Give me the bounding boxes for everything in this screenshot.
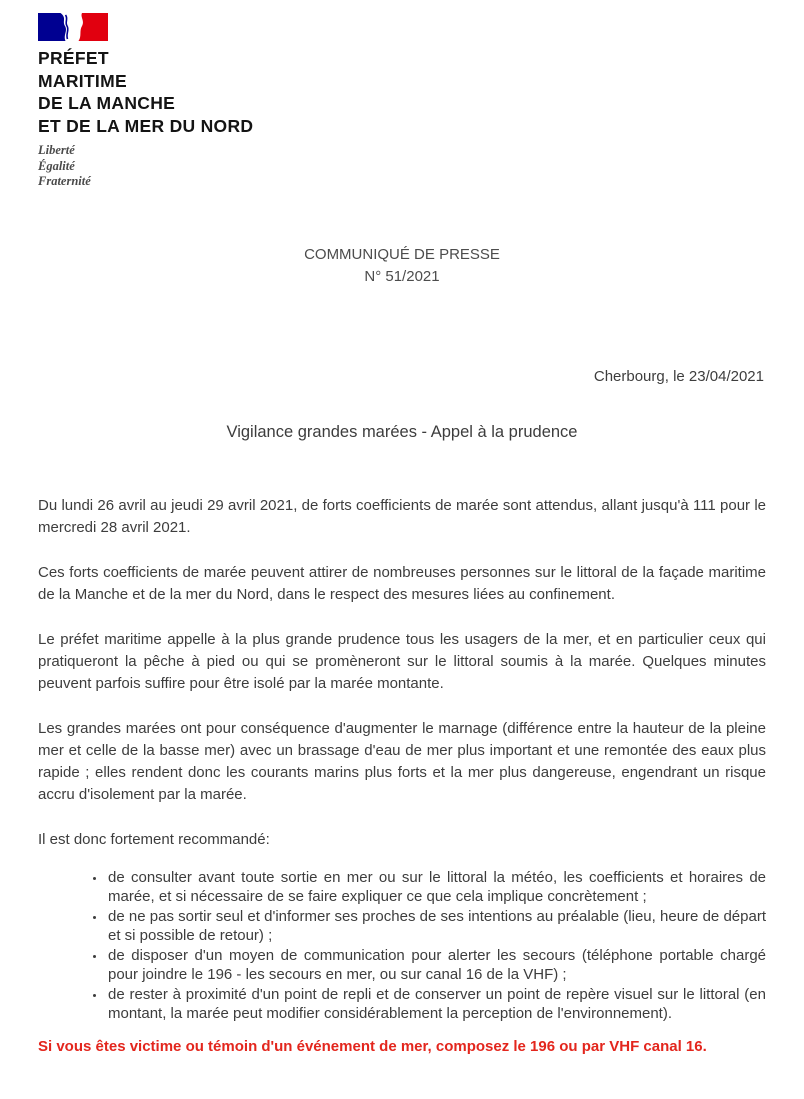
paragraph: Du lundi 26 avril au jeudi 29 avril 2021, de forts coefficients de marée sont attendus, allant jusqu'à 111 pour le mercredi 28 avril 2021.	[38, 496, 766, 536]
paragraph: Le préfet maritime appelle à la plus grande prudence tous les usagers de la mer, et en particulier ceux qui pratiqueront la pêche à pied ou qui se promèneront sur le littoral soumis à la marée. Quelques minutes peuvent parfois suffire pour être isolé par la marée montante.	[38, 630, 766, 692]
recommendations-list	[38, 868, 766, 1024]
paragraph: Les grandes marées ont pour conséquence d'augmenter le marnage (différence entre la hauteur de la pleine mer et celle de la basse mer) avec un brassage d'eau de mer plus important et une remontée des eaux plus rapide ; elles rendent donc les courants marins plus forts et la mer plus dangereuse, engendrant un risque accru d'isolement par la marée.	[38, 719, 766, 803]
letterhead	[38, 12, 766, 190]
dateline: Cherbourg, le 23/04/2021	[593, 367, 764, 385]
press-release-heading	[38, 244, 766, 288]
institution-name	[38, 47, 766, 137]
paragraph: Ces forts coefficients de marée peuvent attirer de nombreuses personnes sur le littoral de la façade maritime de la Manche et de la mer du Nord, dans le respect des mesures liées au confinement.	[38, 563, 766, 603]
emergency-alert-line: Si vous êtes victime ou témoin d'un événement de mer, composez le 196 ou par VHF canal 16.	[38, 1037, 707, 1055]
recommendations-intro: Il est donc fortement recommandé:	[38, 830, 270, 848]
french-flag-logo	[38, 12, 108, 43]
list-item: • de disposer d'un moyen de communication pour alerter les secours (téléphone portable chargé pour joindre le 196 - les secours en mer, ou sur canal 16 de la VHF) ;	[106, 946, 766, 985]
motto-line: Égalité	[38, 158, 75, 173]
motto-line: Fraternité	[38, 174, 91, 188]
press-release-kind: COMMUNIQUÉ DE PRESSE	[304, 245, 500, 263]
press-release-number: N° 51/2021	[364, 267, 440, 285]
institution-line: PRÉFET	[38, 48, 109, 68]
institution-line: MARITIME	[38, 70, 127, 91]
document-body	[38, 495, 766, 1057]
institution-line: ET DE LA MER DU NORD	[38, 115, 254, 136]
document-title: Vigilance grandes marées - Appel à la prudence	[226, 422, 578, 441]
republic-motto	[38, 143, 766, 190]
list-item: • de consulter avant toute sortie en mer ou sur le littoral la météo, les coefficients et horaires de marée, et si nécessaire de se faire expliquer ce que cela implique concrètement ;	[106, 868, 766, 907]
institution-line: DE LA MANCHE	[38, 93, 176, 113]
list-item: • de ne pas sortir seul et d'informer ses proches de ses intentions au préalable (lieu, heure de départ et si possible de retour) ;	[106, 907, 766, 946]
list-item: • de rester à proximité d'un point de repli et de conserver un point de repère visuel sur le littoral (en montant, la marée peut modifier considérablement la perception de l'environnement).	[106, 985, 766, 1024]
motto-line: Liberté	[38, 143, 75, 157]
